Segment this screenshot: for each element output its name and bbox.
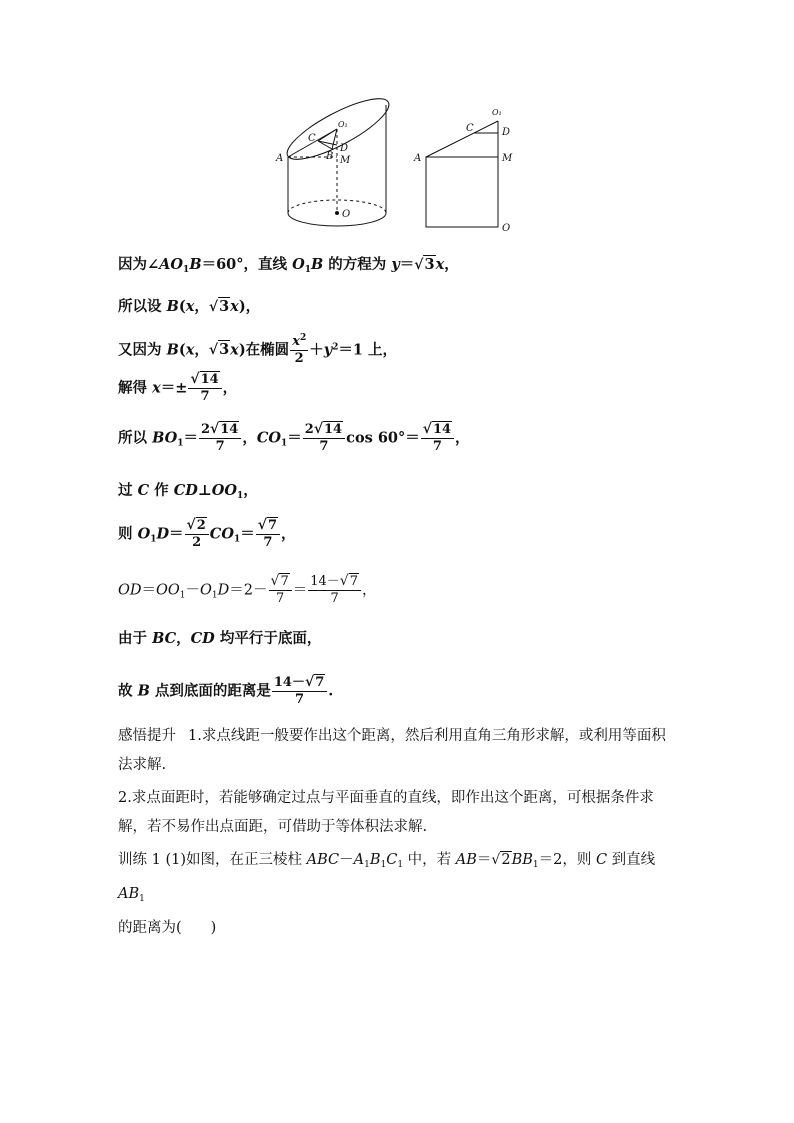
insight-paragraph-2 (118, 784, 678, 842)
text: 解得 (118, 379, 153, 397)
subscript: 1 (237, 491, 244, 501)
sqrt: √3 (414, 256, 435, 273)
line-on-ellipse (118, 334, 397, 367)
label-d: D (340, 143, 349, 154)
text: x (435, 256, 445, 273)
text: ， (194, 341, 209, 359)
label-a: A (276, 153, 284, 164)
fraction: $\frac{14-√7}{7}$ (272, 675, 327, 708)
text: ， (361, 582, 377, 599)
side-label-o1: O₁ (492, 108, 502, 117)
text: ， (176, 630, 191, 647)
text: B (166, 298, 179, 315)
side-label-d: D (502, 127, 511, 138)
text: 7 (315, 675, 325, 690)
text: ＝ (292, 582, 308, 599)
side-slant (426, 121, 498, 157)
insight-text-2: 2.求点面距时，若能够确定过点与平面垂直的直线，即作出这个距离，可根据条件求解，若不易作出点面距，可借助于等体积法求解. (118, 790, 654, 835)
text: BC (152, 630, 177, 647)
text: 7 (432, 439, 442, 455)
subscript: 1 (233, 534, 241, 545)
text: OD (118, 582, 142, 599)
text: 故 (118, 682, 138, 700)
text: 作 (149, 482, 174, 499)
line-bo1-co1 (118, 422, 470, 455)
text: AB (118, 886, 140, 902)
text: ＋ (309, 341, 324, 359)
label-o: O (342, 209, 351, 220)
text: BO (152, 429, 178, 447)
text: ＝ (240, 525, 255, 543)
text: . (328, 682, 334, 700)
label-o1: O₁ (338, 120, 348, 129)
text: 则 (118, 525, 138, 543)
text: OO (211, 482, 238, 499)
text: 14 (200, 372, 219, 387)
text: 7 (200, 389, 210, 405)
text: CO (209, 525, 234, 543)
sqrt: √3 (208, 298, 230, 315)
text: ＝ (141, 582, 157, 599)
text: O (292, 256, 305, 273)
fraction: $\frac{√14}{7}$ (188, 372, 221, 405)
text: 2 (200, 422, 211, 437)
text: 7 (275, 591, 285, 607)
side-label-a: A (414, 153, 422, 164)
text: 所以设 (118, 298, 167, 315)
text: ＝ (287, 429, 302, 447)
text: ， (243, 482, 258, 499)
text: )， (238, 298, 261, 315)
text: C (595, 852, 608, 868)
subscript: 1 (532, 860, 539, 870)
text: 14 (432, 422, 452, 437)
fraction: $\frac{14-√7}{7}$ (308, 574, 361, 607)
text: ＝ (169, 525, 184, 543)
text: 7 (280, 574, 289, 589)
subscript: 1 (380, 860, 387, 870)
label-b: B (326, 151, 334, 162)
line-o1d (118, 518, 295, 551)
text: 所以 (118, 429, 153, 447)
text: ， (455, 429, 470, 447)
geometry-figure (270, 95, 530, 235)
text: x (292, 334, 300, 349)
line-distance-result (118, 675, 333, 708)
text: ⊥ (197, 482, 212, 499)
text: 3 (219, 341, 230, 359)
text: ( (178, 341, 186, 359)
text: C (137, 482, 150, 499)
subscript: 1 (397, 860, 404, 870)
sqrt: √2 (491, 852, 511, 868)
text: 的方程为 (323, 256, 392, 273)
text: B (189, 256, 202, 273)
text: 7 (319, 439, 329, 455)
subscript: 1 (139, 894, 145, 904)
cylinder-figure (280, 95, 396, 226)
text: 过 (118, 482, 138, 499)
line-od (118, 574, 376, 607)
text: O (137, 525, 151, 543)
text: － (339, 852, 354, 868)
point-o (336, 212, 339, 215)
insight-label: 感悟提升 (118, 728, 176, 744)
text: 因为∠ (118, 256, 160, 273)
text: cos 60°＝ (346, 429, 420, 447)
text: ＝60°，直线 (201, 256, 293, 273)
text: 到直线 (607, 852, 656, 868)
text: x (152, 379, 161, 397)
text: 由于 (118, 630, 153, 647)
text: ， (194, 298, 209, 315)
text: CD (190, 630, 215, 647)
text: 7 (263, 535, 273, 551)
text: 7 (267, 518, 277, 533)
text: D (217, 582, 230, 599)
text: 2 (304, 422, 314, 437)
text: ＝2，则 (538, 852, 596, 868)
text: 7 (215, 439, 225, 455)
text: ＝± (160, 379, 188, 397)
side-view-figure (426, 121, 498, 227)
subscript: 1 (183, 265, 190, 275)
text: )在椭圆 (238, 341, 290, 359)
line-set-b (118, 300, 260, 315)
text: ＝ (183, 429, 198, 447)
text: B (137, 682, 150, 700)
line-perpendicular (118, 484, 258, 501)
text: 均平行于底面， (214, 630, 322, 647)
text: 中，若 (403, 852, 456, 868)
text: x (230, 341, 239, 359)
text: B (369, 852, 381, 868)
text: 14 (220, 422, 239, 437)
text: x (185, 341, 195, 359)
text: 7 (330, 591, 339, 607)
text: BB (511, 852, 533, 868)
superscript: 2 (299, 333, 307, 343)
text: ， (444, 256, 459, 273)
text: ＝1 上， (338, 341, 398, 359)
text: 2 (196, 518, 206, 533)
subscript: 1 (179, 590, 186, 601)
text: y (323, 341, 333, 359)
side-rect (426, 157, 498, 227)
fraction: $\frac{√14}{7}$ (421, 422, 454, 455)
text: AB (455, 852, 477, 868)
text: ， (280, 525, 296, 543)
text: 点到底面的距离是 (149, 682, 271, 700)
text: x (185, 298, 195, 315)
fraction: $\frac{√7}{7}$ (256, 518, 280, 551)
text: A (353, 852, 365, 868)
subscript: 1 (211, 590, 218, 601)
text: 7 (349, 574, 358, 589)
line-solve-x (118, 372, 237, 405)
text: CD (173, 482, 198, 499)
text: ＝ (399, 256, 415, 273)
text: D (156, 525, 170, 543)
text: AO (159, 256, 184, 273)
text: B (310, 256, 324, 273)
fraction: $\frac{2√14}{7}$ (303, 422, 345, 455)
text: 3 (424, 256, 435, 273)
text: ， (222, 379, 238, 397)
side-label-c: C (466, 123, 474, 134)
text: y (391, 256, 400, 273)
text: B (166, 341, 179, 359)
sqrt: √3 (208, 341, 230, 359)
subscript: 1 (177, 438, 184, 449)
fraction (290, 334, 308, 367)
text: x (230, 298, 239, 315)
text: 的距离为( ) (118, 920, 217, 936)
label-c: C (308, 133, 316, 144)
text: C (386, 852, 398, 868)
exercise-paragraph (118, 846, 678, 943)
text: CO (256, 429, 281, 447)
text: 2 (501, 852, 511, 868)
text: 14－ (310, 574, 340, 589)
text: 2 (294, 351, 304, 367)
fraction: $\frac{2√14}{7}$ (199, 422, 241, 455)
line-parallel (118, 632, 321, 647)
subscript: 1 (364, 860, 370, 870)
text: O (200, 582, 212, 599)
insight-text-1: 1.求点线距一般要作出这个距离，然后利用直角三角形求解，或利用等面积法求解. (118, 728, 666, 773)
text: ABC (306, 852, 340, 868)
fraction: $\frac{√2}{2}$ (185, 518, 209, 551)
side-label-o: O (502, 223, 511, 234)
label-m: M (340, 155, 351, 166)
text: 训练 1 (1)如图，在正三棱柱 (118, 852, 307, 868)
insight-paragraph-1 (118, 722, 678, 780)
text: 2 (192, 535, 202, 551)
text: 又因为 (118, 341, 167, 359)
text: 14 (324, 422, 343, 437)
text: ， (242, 429, 257, 447)
subscript: 1 (304, 265, 311, 275)
text: OO (156, 582, 180, 599)
subscript: 1 (281, 438, 288, 449)
text: － (185, 582, 201, 599)
text: 14－ (273, 675, 305, 690)
superscript: 2 (332, 342, 339, 353)
text: ＝2－ (229, 582, 268, 599)
side-label-m: M (502, 153, 513, 164)
top-ellipse (280, 95, 396, 170)
text: 3 (219, 298, 230, 315)
text: ＝ (476, 852, 492, 868)
text: ( (178, 298, 186, 315)
line-angle (118, 258, 459, 275)
fraction: $\frac{√7}{7}$ (269, 574, 292, 607)
subscript: 1 (150, 534, 157, 545)
text: 7 (295, 692, 305, 708)
